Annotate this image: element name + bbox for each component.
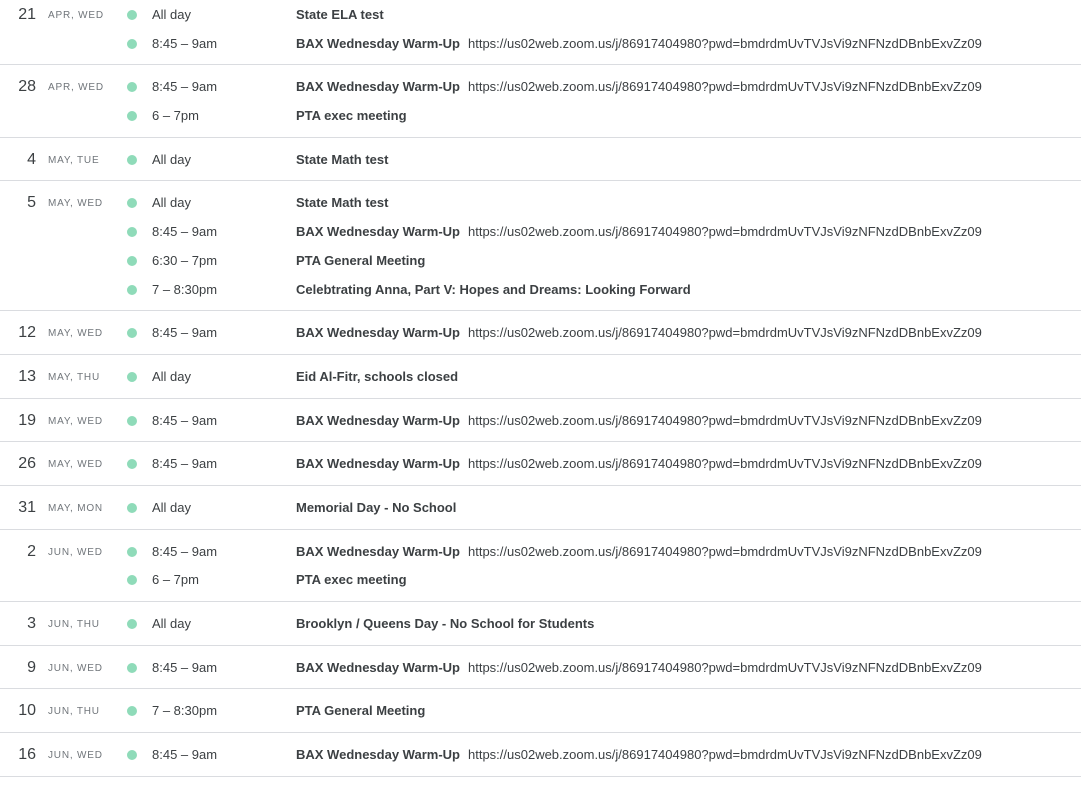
agenda-day-group	[0, 442, 1081, 486]
event-time: 6:30 – 7pm	[152, 252, 218, 268]
event-time: 8:45 – 9am	[152, 747, 218, 763]
agenda-day-group	[0, 0, 1081, 65]
agenda-day-group	[0, 689, 1081, 733]
agenda-day-group	[0, 355, 1081, 399]
event-title-line	[296, 544, 982, 560]
day-number[interactable]: 19	[18, 411, 36, 429]
agenda-day-group	[0, 530, 1081, 602]
event-time: 8:45 – 9am	[152, 659, 218, 675]
agenda-day-group	[0, 311, 1081, 355]
event-row[interactable]	[0, 217, 1081, 246]
event-row[interactable]	[0, 696, 1081, 725]
event-color-dot-icon	[127, 328, 137, 338]
day-month-weekday: MAY, TUE	[48, 154, 100, 166]
event-color-dot-icon	[127, 285, 137, 295]
event-color-dot-icon	[127, 39, 137, 49]
day-month-weekday: MAY, WED	[48, 198, 103, 210]
event-title-line	[296, 369, 458, 385]
day-number[interactable]: 10	[18, 702, 36, 720]
day-month-weekday: JUN, THU	[48, 706, 100, 718]
event-title-line	[296, 79, 982, 95]
event-color-dot-icon	[127, 575, 137, 585]
event-title[interactable]: Brooklyn / Queens Day - No School for Students	[296, 616, 595, 632]
day-number[interactable]: 31	[18, 499, 36, 517]
event-time: All day	[152, 195, 192, 211]
event-color-dot-icon	[127, 706, 137, 716]
day-number[interactable]: 12	[18, 324, 36, 342]
agenda-day-group	[0, 181, 1081, 311]
event-time: 7 – 8:30pm	[152, 703, 218, 719]
event-color-dot-icon	[127, 619, 137, 629]
day-month-weekday: JUN, WED	[48, 546, 103, 558]
agenda-day-group	[0, 138, 1081, 182]
event-color-dot-icon	[127, 227, 137, 237]
day-month-weekday: MAY, THU	[48, 371, 100, 383]
event-title[interactable]: PTA General Meeting	[296, 703, 426, 719]
event-color-dot-icon	[127, 155, 137, 165]
event-title[interactable]: BAX Wednesday Warm-Up	[296, 224, 460, 240]
event-meeting-link[interactable]: https://us02web.zoom.us/j/86917404980?pwd=bmdrdmUvTVJsVi9zNFNzdDBnbExvZz09	[467, 412, 982, 428]
event-row[interactable]	[0, 493, 1081, 522]
event-time: All day	[152, 616, 192, 632]
event-title[interactable]: State Math test	[296, 195, 389, 211]
event-meeting-link[interactable]: https://us02web.zoom.us/j/86917404980?pwd=bmdrdmUvTVJsVi9zNFNzdDBnbExvZz09	[467, 543, 982, 559]
event-color-dot-icon	[127, 82, 137, 92]
event-time: 8:45 – 9am	[152, 412, 218, 428]
event-title[interactable]: BAX Wednesday Warm-Up	[296, 79, 460, 95]
event-row[interactable]	[0, 537, 1081, 566]
event-time: 7 – 8:30pm	[152, 281, 218, 297]
event-color-dot-icon	[127, 503, 137, 513]
event-title[interactable]: BAX Wednesday Warm-Up	[296, 659, 460, 675]
event-title-line	[296, 572, 407, 588]
event-title[interactable]: BAX Wednesday Warm-Up	[296, 412, 460, 428]
event-title[interactable]: BAX Wednesday Warm-Up	[296, 543, 460, 559]
event-row[interactable]	[0, 145, 1081, 174]
event-color-dot-icon	[127, 663, 137, 673]
event-title-line	[296, 660, 982, 676]
event-title[interactable]: PTA exec meeting	[296, 572, 407, 588]
event-color-dot-icon	[127, 459, 137, 469]
event-row[interactable]	[0, 188, 1081, 217]
event-time: All day	[152, 368, 192, 384]
event-meeting-link[interactable]: https://us02web.zoom.us/j/86917404980?pwd=bmdrdmUvTVJsVi9zNFNzdDBnbExvZz09	[467, 79, 982, 95]
agenda-day-group	[0, 646, 1081, 690]
event-title[interactable]: Memorial Day - No School	[296, 500, 457, 516]
event-row[interactable]	[0, 653, 1081, 682]
event-time: 8:45 – 9am	[152, 79, 218, 95]
day-month-weekday: MAY, MON	[48, 503, 103, 515]
event-color-dot-icon	[127, 750, 137, 760]
event-title[interactable]: BAX Wednesday Warm-Up	[296, 747, 460, 763]
event-row[interactable]	[0, 275, 1081, 304]
event-row[interactable]	[0, 246, 1081, 275]
day-number[interactable]: 28	[18, 78, 36, 96]
agenda-day-group	[0, 399, 1081, 443]
event-row[interactable]	[0, 362, 1081, 391]
event-color-dot-icon	[127, 198, 137, 208]
event-time: 8:45 – 9am	[152, 35, 218, 51]
event-time: 6 – 7pm	[152, 108, 199, 124]
day-number[interactable]: 4	[27, 150, 36, 168]
event-time: All day	[152, 7, 192, 22]
event-row[interactable]	[0, 0, 1081, 29]
event-title[interactable]: PTA General Meeting	[296, 252, 426, 268]
day-month-weekday: JUN, WED	[48, 662, 103, 674]
event-title-line	[296, 413, 982, 429]
day-number[interactable]: 13	[18, 367, 36, 385]
event-meeting-link[interactable]: https://us02web.zoom.us/j/86917404980?pwd=bmdrdmUvTVJsVi9zNFNzdDBnbExvZz09	[467, 325, 982, 341]
event-meeting-link[interactable]: https://us02web.zoom.us/j/86917404980?pwd=bmdrdmUvTVJsVi9zNFNzdDBnbExvZz09	[467, 659, 982, 675]
event-row[interactable]	[0, 72, 1081, 101]
day-month-weekday: APR, WED	[48, 82, 104, 94]
event-time: 6 – 7pm	[152, 572, 199, 588]
event-time: All day	[152, 151, 192, 167]
event-title-line	[296, 616, 594, 632]
day-month-weekday: MAY, WED	[48, 459, 103, 471]
event-row[interactable]	[0, 101, 1081, 130]
event-title-line	[296, 500, 456, 516]
day-month-weekday: JUN, WED	[48, 750, 103, 762]
event-title[interactable]: BAX Wednesday Warm-Up	[296, 35, 460, 51]
day-number[interactable]: 16	[18, 746, 36, 764]
event-title-line	[296, 36, 982, 52]
event-title-line	[296, 224, 982, 240]
event-title[interactable]: PTA exec meeting	[296, 108, 407, 124]
day-number[interactable]: 26	[18, 455, 36, 473]
event-title[interactable]: State Math test	[296, 151, 389, 167]
event-title-line	[296, 703, 425, 719]
day-month-weekday: APR, WED	[48, 10, 104, 21]
day-number[interactable]: 9	[27, 658, 36, 676]
event-meeting-link[interactable]: https://us02web.zoom.us/j/86917404980?pwd=bmdrdmUvTVJsVi9zNFNzdDBnbExvZz09	[467, 224, 982, 240]
agenda-day-group	[0, 486, 1081, 530]
event-title[interactable]: State ELA test	[296, 7, 384, 22]
day-number[interactable]: 5	[27, 194, 36, 212]
event-row[interactable]	[0, 740, 1081, 769]
event-color-dot-icon	[127, 547, 137, 557]
agenda-day-group	[0, 65, 1081, 137]
event-title[interactable]: BAX Wednesday Warm-Up	[296, 456, 460, 472]
event-title-line	[296, 7, 384, 23]
event-color-dot-icon	[127, 111, 137, 121]
day-month-weekday: MAY, WED	[48, 328, 103, 340]
event-time: 8:45 – 9am	[152, 543, 218, 559]
event-title-line	[296, 747, 982, 763]
agenda-day-group	[0, 602, 1081, 646]
day-month-weekday: JUN, THU	[48, 619, 100, 631]
event-title-line	[296, 253, 425, 269]
event-time: All day	[152, 500, 192, 516]
event-row[interactable]	[0, 449, 1081, 478]
event-row[interactable]	[0, 565, 1081, 594]
event-row[interactable]	[0, 29, 1081, 58]
event-meeting-link[interactable]: https://us02web.zoom.us/j/86917404980?pwd=bmdrdmUvTVJsVi9zNFNzdDBnbExvZz09	[467, 747, 982, 763]
event-title-line	[296, 108, 407, 124]
event-row[interactable]	[0, 318, 1081, 347]
event-color-dot-icon	[127, 372, 137, 382]
event-title[interactable]: BAX Wednesday Warm-Up	[296, 325, 460, 341]
event-row[interactable]	[0, 609, 1081, 638]
event-title-line	[296, 282, 691, 298]
event-title-line	[296, 152, 388, 168]
event-title[interactable]: Celebtrating Anna, Part V: Hopes and Dreams: Looking Forward	[296, 281, 691, 297]
event-time: 8:45 – 9am	[152, 224, 218, 240]
event-time: 8:45 – 9am	[152, 456, 218, 472]
event-title-line	[296, 456, 982, 472]
event-time: 8:45 – 9am	[152, 325, 218, 341]
event-meeting-link[interactable]: https://us02web.zoom.us/j/86917404980?pwd=bmdrdmUvTVJsVi9zNFNzdDBnbExvZz09	[467, 456, 982, 472]
agenda-day-group	[0, 733, 1081, 777]
day-number[interactable]: 3	[27, 615, 36, 633]
event-color-dot-icon	[127, 416, 137, 426]
event-title-line	[296, 195, 388, 211]
event-title-line	[296, 325, 982, 341]
day-month-weekday: MAY, WED	[48, 415, 103, 427]
event-row[interactable]	[0, 406, 1081, 435]
event-color-dot-icon	[127, 10, 137, 20]
event-meeting-link[interactable]: https://us02web.zoom.us/j/86917404980?pwd=bmdrdmUvTVJsVi9zNFNzdDBnbExvZz09	[467, 35, 982, 51]
day-number[interactable]: 2	[27, 542, 36, 560]
event-title[interactable]: Eid Al-Fitr, schools closed	[296, 368, 459, 384]
day-number[interactable]: 21	[18, 6, 36, 23]
event-color-dot-icon	[127, 256, 137, 266]
